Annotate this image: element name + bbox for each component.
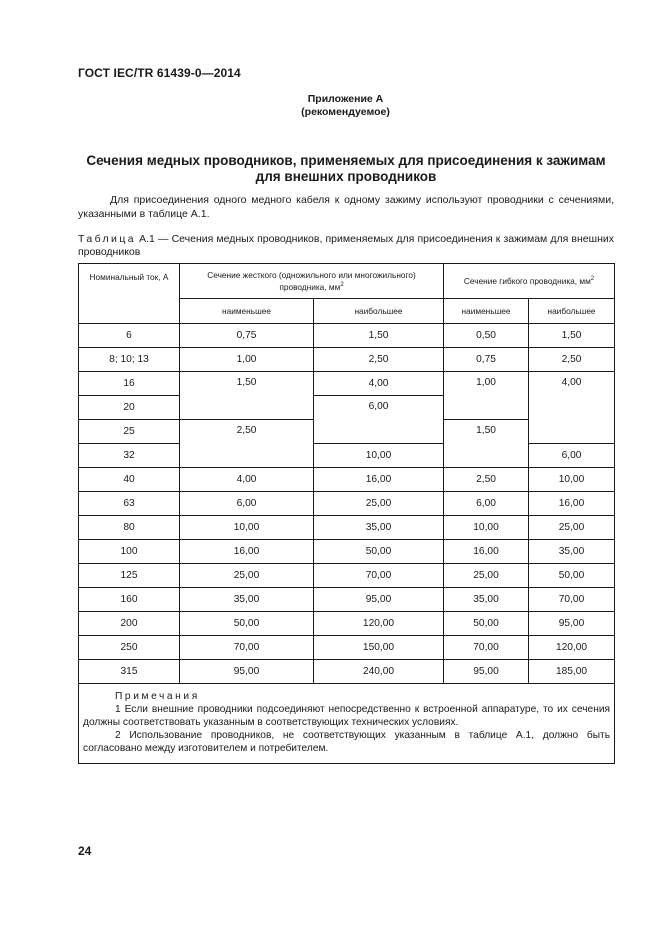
cell-current: 25 [79,420,180,444]
cell-flex-min: 25,00 [444,564,529,588]
cell-current: 200 [79,612,180,636]
annex-heading [0,93,661,119]
page-number: 24 [78,844,92,858]
document-code: ГОСТ IEC/TR 61439-0—2014 [78,66,241,80]
section-title [78,153,614,185]
cell-current: 63 [79,492,180,516]
cell-current: 315 [79,660,180,684]
section-title-line1: Сечения медных проводников, применяемых для присоединения к зажимам [86,153,606,168]
cell-rigid-min: 16,00 [180,540,314,564]
table-row [79,492,615,516]
cell-flex-min: 6,00 [444,492,529,516]
cell-current: 32 [79,444,180,468]
table-row [79,636,615,660]
cell-flex-min: 0,50 [444,324,529,348]
annex-type: (рекомендуемое) [301,106,390,118]
cell-flex-min: 50,00 [444,612,529,636]
cell-rigid-min: 35,00 [180,588,314,612]
notes-heading: Примечания [115,691,200,702]
header-flex-min: наименьшее [444,299,529,324]
cell-current: 6 [79,324,180,348]
header-rigid-max: наибольшее [314,299,444,324]
cell-rigid-min: 1,00 [180,348,314,372]
cell-rigid-min: 50,00 [180,612,314,636]
cell-rigid-min: 4,00 [180,468,314,492]
cell-flex-max: 2,50 [529,348,615,372]
table-row [79,540,615,564]
table-row [79,324,615,348]
cell-flex-min: 1,00 [444,372,529,420]
cell-rigid-min: 10,00 [180,516,314,540]
cell-current: 250 [79,636,180,660]
cell-flex-max: 1,50 [529,324,615,348]
cell-flex-max: 95,00 [529,612,615,636]
cell-flex-max: 185,00 [529,660,615,684]
table-row [79,348,615,372]
cell-flex-min: 70,00 [444,636,529,660]
cell-rigid-max: 6,00 [314,396,444,444]
cell-rigid-max: 120,00 [314,612,444,636]
cell-flex-max: 4,00 [529,372,615,444]
cell-flex-max: 10,00 [529,468,615,492]
table-row [79,588,615,612]
note-2: 2 Использование проводников, не соответствующих указанным в таблице А.1, должно быть согласовано между изготовителем и потребителем. [83,730,611,754]
cell-rigid-max: 10,00 [314,444,444,468]
cell-flex-max: 35,00 [529,540,615,564]
cell-rigid-max: 150,00 [314,636,444,660]
table-row [79,468,615,492]
cell-current: 160 [79,588,180,612]
cell-current: 125 [79,564,180,588]
cell-rigid-max: 4,00 [314,372,444,396]
cell-current: 100 [79,540,180,564]
cell-rigid-min: 2,50 [180,420,314,468]
cell-flex-min: 35,00 [444,588,529,612]
table-caption [78,233,614,259]
cell-rigid-min: 70,00 [180,636,314,660]
cell-flex-min: 2,50 [444,468,529,492]
cell-rigid-min: 6,00 [180,492,314,516]
table-caption-prefix: Таблица [78,233,136,245]
header-rigid: Сечение жесткого (одножильного или многожильного) проводника, $мм^2$ [180,264,444,299]
cell-current: 80 [79,516,180,540]
section-title-line2: для внешних проводников [255,169,437,184]
table-caption-text: А.1 — Сечения медных проводников, применяемых для присоединения к зажимам для внешних проводников [78,233,614,258]
header-row [79,264,615,299]
intro-paragraph: Для присоединения одного медного кабеля к одному зажиму используют проводники с сечениями, указанными в таблице А.1. [78,194,614,220]
table-row [79,444,615,468]
annex-title: Приложение А [307,93,384,105]
cell-current: 8; 10; 13 [79,348,180,372]
cell-rigid-max: 1,50 [314,324,444,348]
cell-flex-min: 16,00 [444,540,529,564]
table-row [79,516,615,540]
header-current: Номинальный ток, А [79,264,180,324]
cell-flex-max: 70,00 [529,588,615,612]
cell-rigid-min: 95,00 [180,660,314,684]
conductor-table [78,263,615,764]
cell-rigid-max: 50,00 [314,540,444,564]
cell-flex-min: 1,50 [444,420,529,468]
header-rigid-min: наименьшее [180,299,314,324]
note-1: 1 Если внешние проводники подсоединяют непосредственно к встроенной аппаратуре, то их сечения должны соответствовать указанным в соответствующих технических условиях. [83,704,611,728]
cell-rigid-max: 35,00 [314,516,444,540]
table-row [79,564,615,588]
cell-current: 20 [79,396,180,420]
cell-flex-max: 16,00 [529,492,615,516]
cell-rigid-min: 25,00 [180,564,314,588]
cell-rigid-max: 16,00 [314,468,444,492]
cell-flex-max: 50,00 [529,564,615,588]
cell-flex-max: 120,00 [529,636,615,660]
cell-flex-min: 0,75 [444,348,529,372]
cell-flex-min: 95,00 [444,660,529,684]
cell-rigid-max: 95,00 [314,588,444,612]
table-row [79,660,615,684]
cell-current: 40 [79,468,180,492]
cell-current: 16 [79,372,180,396]
table-row [79,612,615,636]
cell-flex-max: 6,00 [529,444,615,468]
notes-cell [79,684,615,764]
cell-rigid-max: 240,00 [314,660,444,684]
cell-rigid-min: 0,75 [180,324,314,348]
cell-flex-min: 10,00 [444,516,529,540]
cell-rigid-min: 1,50 [180,372,314,420]
cell-rigid-max: 25,00 [314,492,444,516]
header-flex-max: наибольшее [529,299,615,324]
table-row [79,372,615,396]
cell-flex-max: 25,00 [529,516,615,540]
cell-rigid-max: 70,00 [314,564,444,588]
notes-row [79,684,615,764]
header-flexible: Сечение гибкого проводника, $мм^2$ [444,264,615,299]
cell-rigid-max: 2,50 [314,348,444,372]
